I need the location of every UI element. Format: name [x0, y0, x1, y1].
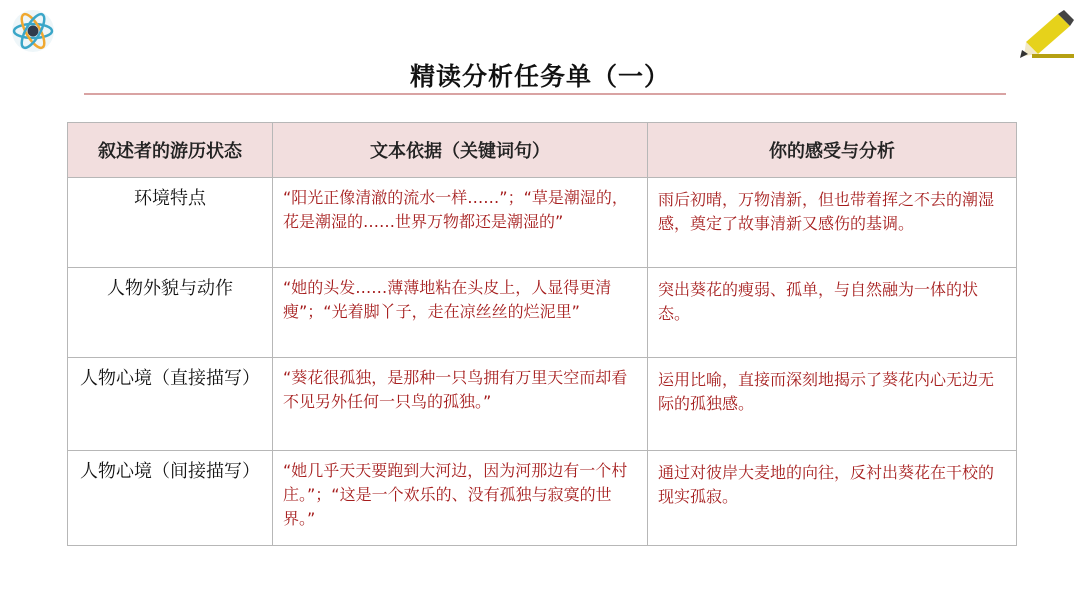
row-state: 人物心境（间接描写）	[68, 451, 273, 546]
row-analysis: 运用比喻，直接而深刻地揭示了葵花内心无边无际的孤独感。	[648, 358, 1017, 451]
row-evidence: “她几乎天天要跑到大河边，因为河那边有一个村庄。”；“这是一个欢乐的、没有孤独与寂寞的世界。”	[273, 451, 648, 546]
page-title: 精读分析任务单（一）	[409, 62, 670, 91]
pencil-icon	[1018, 10, 1076, 60]
row-evidence: “她的头发……薄薄地粘在头皮上，人显得更清瘦”；“光着脚丫子，走在凉丝丝的烂泥里”	[273, 268, 648, 358]
row-evidence: “葵花很孤独，是那种一只鸟拥有万里天空而却看不见另外任何一只鸟的孤独。”	[273, 358, 648, 451]
analysis-table	[67, 122, 1017, 546]
header-state: 叙述者的游历状态	[68, 123, 273, 178]
title-underline	[84, 93, 1006, 95]
row-state: 环境特点	[68, 178, 273, 268]
table-row	[68, 451, 1017, 546]
header-evidence: 文本依据（关键词句）	[273, 123, 648, 178]
header-analysis: 你的感受与分析	[648, 123, 1017, 178]
table-row	[68, 178, 1017, 268]
row-evidence: “阳光正像清澈的流水一样……”；“草是潮湿的，花是潮湿的……世界万物都还是潮湿的”	[273, 178, 648, 268]
row-analysis: 雨后初晴，万物清新，但也带着挥之不去的潮湿感，奠定了故事清新又感伤的基调。	[648, 178, 1017, 268]
table-header-row	[68, 123, 1017, 178]
atom-icon	[10, 8, 56, 54]
row-state: 人物心境（直接描写）	[68, 358, 273, 451]
row-state: 人物外貌与动作	[68, 268, 273, 358]
row-analysis: 突出葵花的瘦弱、孤单，与自然融为一体的状态。	[648, 268, 1017, 358]
table-row	[68, 358, 1017, 451]
row-analysis: 通过对彼岸大麦地的向往，反衬出葵花在干校的现实孤寂。	[648, 451, 1017, 546]
table-row	[68, 268, 1017, 358]
